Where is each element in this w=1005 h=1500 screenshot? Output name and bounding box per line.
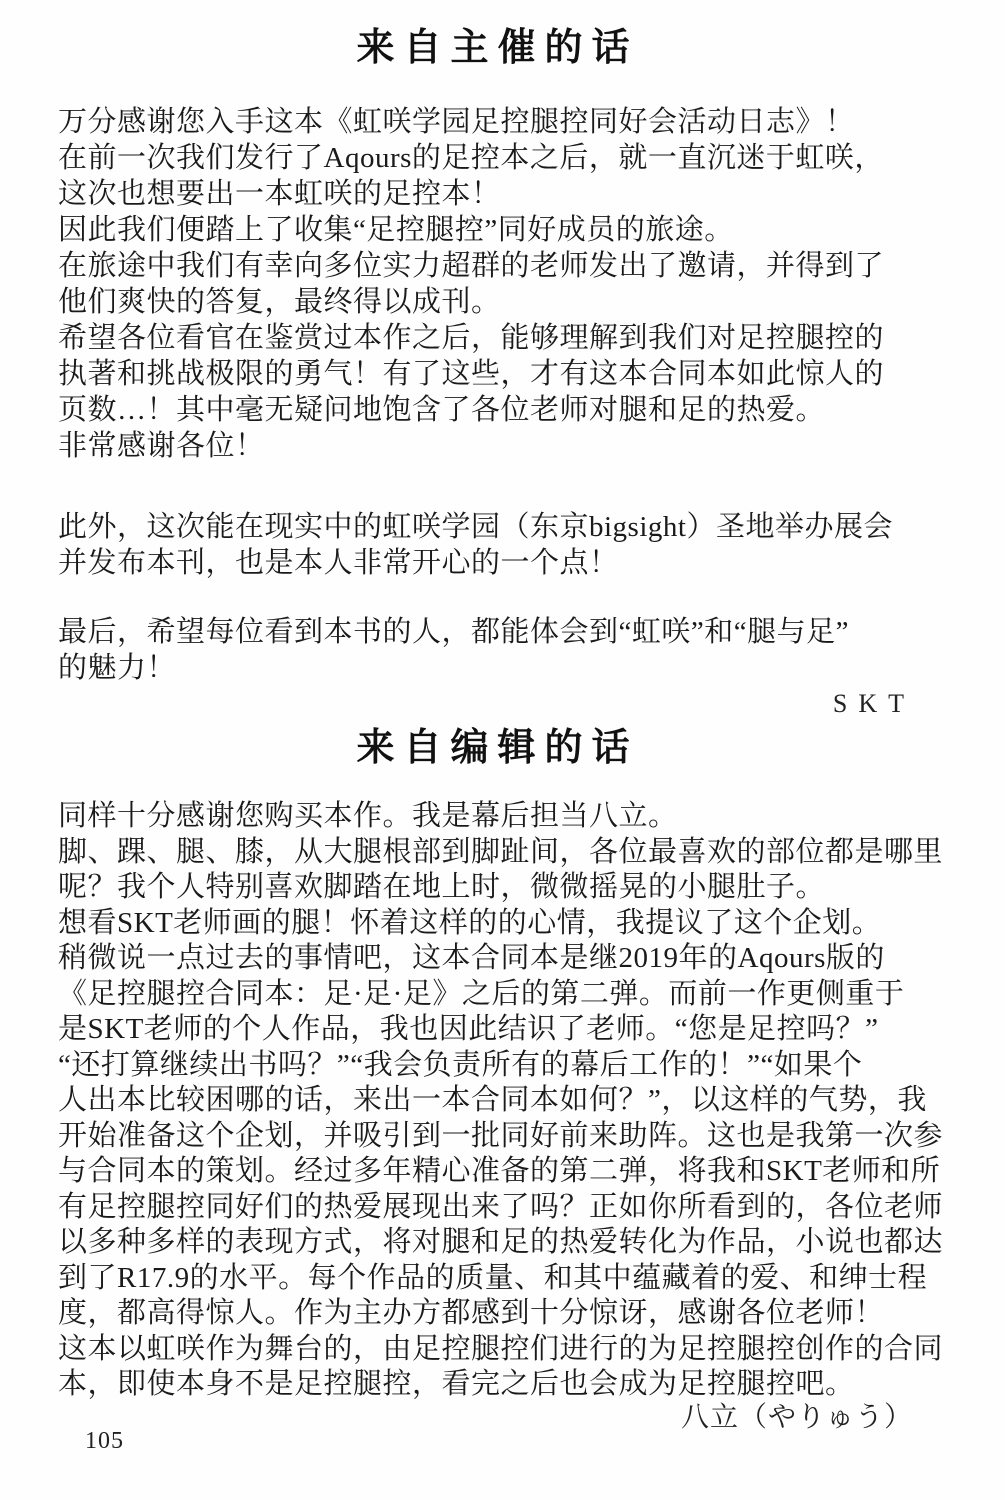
page-number: 105 bbox=[85, 1428, 124, 1454]
text-line: 因此我们便踏上了收集“足控腿控”同好成员的旅途。 bbox=[58, 214, 734, 246]
text-line: 最后，希望每位看到本书的人，都能体会到“虹咲”和“腿与足” bbox=[58, 616, 849, 648]
text-line: 以多种多样的表现方式，将对腿和足的热爱转化为作品，小说也都达 bbox=[58, 1226, 944, 1258]
text-line: “还打算继续出书吗？”“我会负责所有的幕后工作的！”“如果个 bbox=[58, 1048, 863, 1081]
text-line: 开始准备这个企划，并吸引到一批同好前来助阵。这也是我第一次参 bbox=[58, 1119, 944, 1152]
text-line: 在旅途中我们有幸向多位实力超群的老师发出了邀请，并得到了 bbox=[58, 250, 885, 282]
organizer-section bbox=[58, 0, 937, 722]
organizer-paragraph-3 bbox=[58, 614, 937, 686]
editor-paragraph bbox=[58, 799, 944, 1403]
text-line: 到了R17.9的水平。每个作品的质量、和其中蕴藏着的爱、和绅士程 bbox=[58, 1261, 928, 1294]
organizer-paragraph-1 bbox=[58, 104, 937, 464]
text-line: 脚、踝、腿、膝，从大腿根部到脚趾间，各位最喜欢的部位都是哪里 bbox=[58, 835, 944, 868]
text-line: 万分感谢您入手这本《虹咲学园足控腿控同好会活动日志》！ bbox=[58, 106, 855, 138]
text-line: 非常感谢各位！ bbox=[58, 430, 265, 462]
text-line: 这次也想要出一本虹咲的足控本！ bbox=[58, 178, 501, 210]
text-line: 的魅力！ bbox=[58, 652, 177, 684]
text-line: 想看SKT老师画的腿！怀着这样的的心情，我提议了这个企划。 bbox=[58, 906, 882, 939]
editor-section-title: 来自编辑的话 bbox=[356, 727, 639, 769]
text-line: 有足控腿控同好们的热爱展现出来了吗？正如你所看到的，各位老师 bbox=[58, 1190, 944, 1223]
editor-signature: 八立（やりゅう） bbox=[680, 1401, 913, 1433]
text-line: 本，即使本身不是足控腿控，看完之后也会成为足控腿控吧。 bbox=[58, 1368, 855, 1400]
text-line: 在前一次我们发行了Aqours的足控本之后，就一直沉迷于虹咲， bbox=[58, 142, 884, 174]
text-line: 执著和挑战极限的勇气！有了这些，才有这本合同本如此惊人的 bbox=[58, 358, 885, 390]
text-line: 是SKT老师的个人作品，我也因此结识了老师。“您是足控吗？” bbox=[58, 1013, 879, 1045]
editor-section bbox=[58, 722, 944, 1437]
text-line: 页数…！其中毫无疑问地饱含了各位老师对腿和足的热爱。 bbox=[58, 394, 826, 426]
text-line: 度，都高得惊人。作为主办方都感到十分惊讶，感谢各位老师！ bbox=[58, 1297, 885, 1329]
text-line: 呢？我个人特别喜欢脚踏在地上时，微微摇晃的小腿肚子。 bbox=[58, 871, 826, 903]
text-line: 稍微说一点过去的事情吧，这本合同本是继2019年的Aqours版的 bbox=[58, 942, 885, 974]
text-line: 《足控腿控合同本：足·足·足》之后的第二弹。而前一作更侧重于 bbox=[58, 977, 905, 1010]
text-line: 希望各位看官在鉴赏过本作之后，能够理解到我们对足控腿控的 bbox=[58, 322, 885, 354]
organizer-signature: SKT bbox=[832, 689, 915, 718]
text-line: 此外，这次能在现实中的虹咲学园（东京bigsight）圣地举办展会 bbox=[58, 511, 893, 543]
text-line: 人出本比较困哪的话，来出一本合同本如何？”，以这样的气势，我 bbox=[58, 1084, 927, 1116]
text-line: 这本以虹咲作为舞台的，由足控腿控们进行的为足控腿控创作的合同 bbox=[58, 1332, 944, 1365]
text-line: 同样十分感谢您购买本作。我是幕后担当八立。 bbox=[58, 800, 678, 832]
organizer-paragraph-2 bbox=[58, 509, 937, 581]
text-line: 他们爽快的答复，最终得以成刊。 bbox=[58, 286, 501, 318]
text-line: 与合同本的策划。经过多年精心准备的第二弹，将我和SKT老师和所 bbox=[58, 1155, 941, 1187]
text-line: 并发布本刊，也是本人非常开心的一个点！ bbox=[58, 547, 619, 579]
organizer-section-title: 来自主催的话 bbox=[356, 27, 639, 69]
